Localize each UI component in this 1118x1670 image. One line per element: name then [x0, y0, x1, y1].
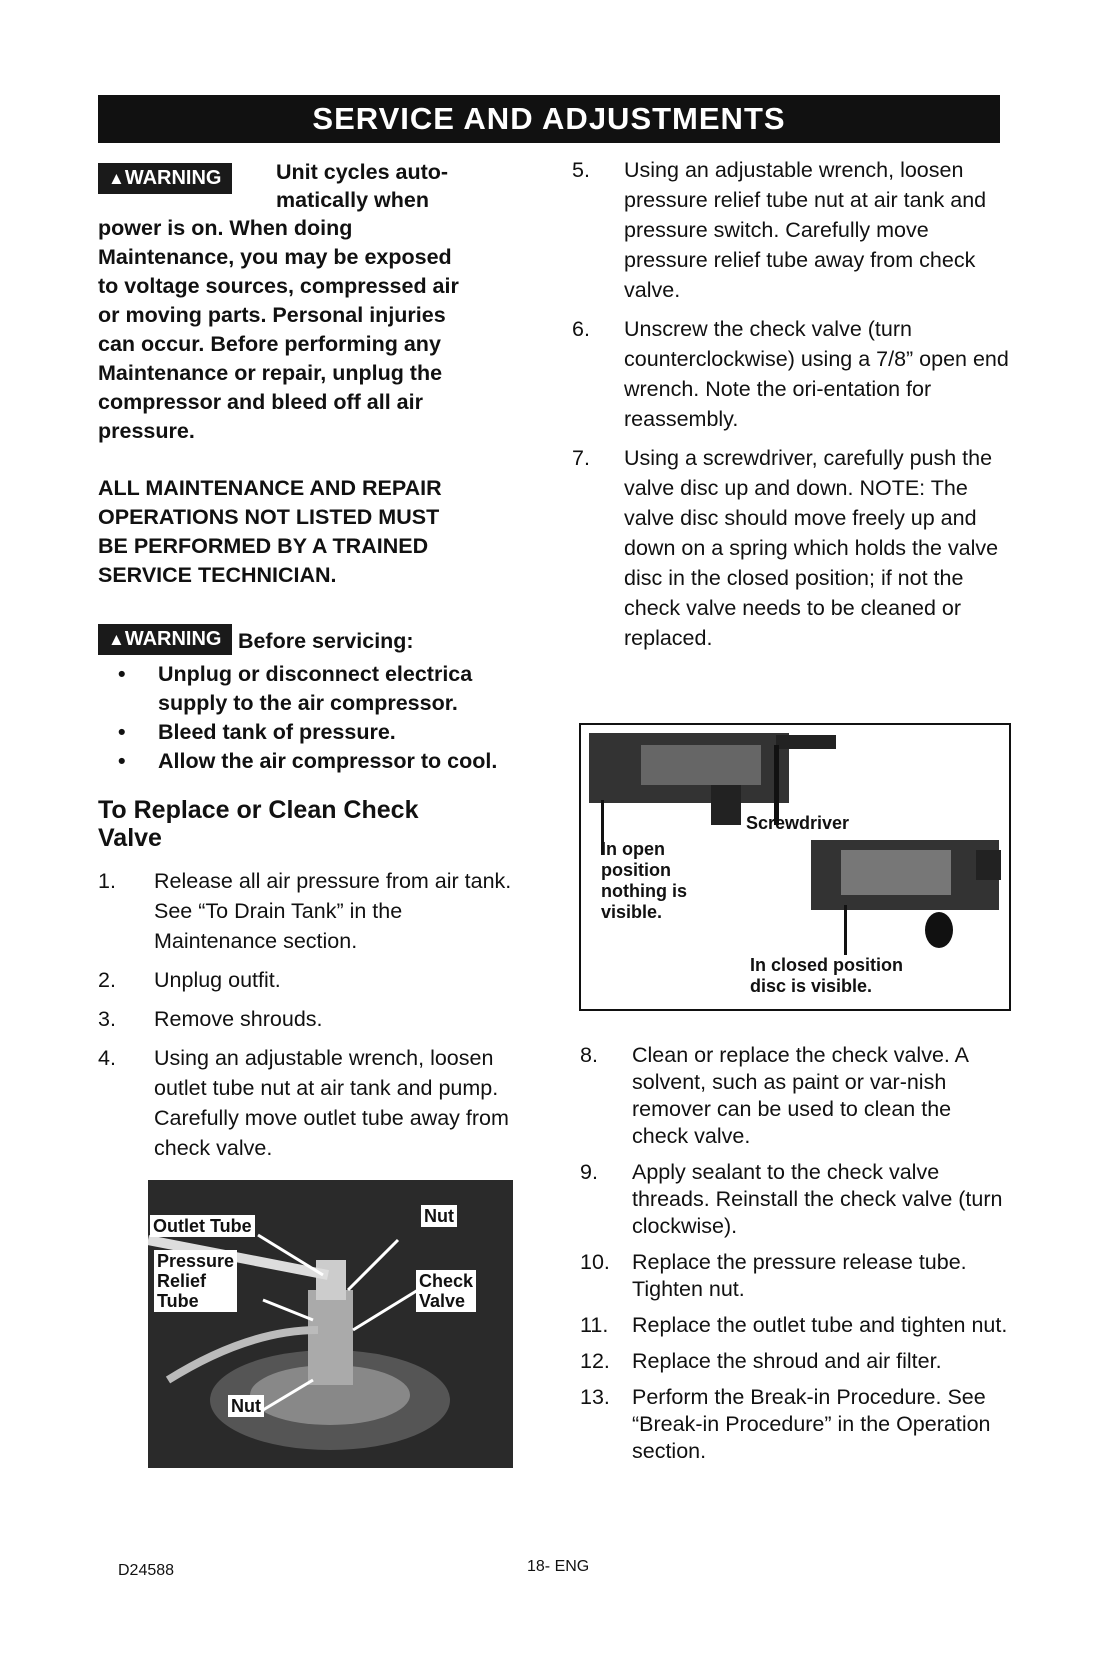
warning2-bullets	[98, 660, 528, 776]
label-nut-bottom: Nut	[228, 1395, 264, 1417]
label-outlet-tube: Outlet Tube	[150, 1215, 255, 1237]
warning1-text-line: to voltage sources, compressed air	[98, 274, 459, 298]
warning2-heading: Before servicing:	[237, 629, 414, 653]
step-item	[572, 443, 1012, 653]
warning-badge: ▲WARNING	[98, 624, 232, 655]
caption-line: position	[601, 860, 671, 880]
notice-line: OPERATIONS NOT LISTED MUST	[98, 505, 440, 529]
step-text: Clean or replace the check valve. A solvent, such as paint or var-nish remover can be used to clean the check valve.	[632, 1043, 968, 1148]
step-item	[580, 1312, 1010, 1339]
step-number: 8.	[580, 1043, 598, 1067]
page-number: 18- ENG	[527, 1558, 590, 1575]
valve-disc-figure	[579, 723, 1011, 1011]
step-item	[580, 1159, 1010, 1240]
step-number: 11.	[580, 1313, 609, 1337]
warning1-text-line: power is on. When doing	[98, 216, 353, 240]
step-number: 1.	[98, 869, 116, 893]
step-text: Unplug outfit.	[154, 968, 281, 992]
bullet-item: • Bleed tank of pressure.	[98, 718, 528, 747]
warning1-text-line: Maintenance, you may be exposed	[98, 245, 452, 269]
section-title: To Replace or Clean Check Valve	[98, 796, 419, 852]
step-item	[572, 314, 1012, 434]
step-item	[98, 965, 528, 995]
step-number: 13.	[580, 1385, 610, 1409]
warning-badge: ▲WARNING	[98, 163, 232, 194]
section-banner: SERVICE AND ADJUSTMENTS	[98, 95, 1000, 143]
step-number: 6.	[572, 317, 590, 341]
step-number: 2.	[98, 968, 116, 992]
label-line: Tube	[157, 1291, 199, 1311]
caption-line: In closed position	[750, 955, 904, 975]
right-column	[572, 155, 1012, 662]
step-item	[98, 1043, 528, 1163]
step-text: Replace the pressure release tube. Tighten nut.	[632, 1250, 967, 1301]
step-number: 12.	[580, 1349, 610, 1373]
notice-line: BE PERFORMED BY A TRAINED	[98, 534, 429, 558]
step-text: Remove shrouds.	[154, 1007, 323, 1031]
caption-line: In open	[601, 839, 665, 859]
maintenance-notice	[98, 474, 528, 590]
bullet-item: • Allow the air compressor to cool.	[98, 747, 528, 776]
right-column-b	[580, 1042, 1010, 1474]
step-text: Unscrew the check valve (turn counterclockwise) using a 7/8” open end wrench. Note the ori-entation for reassembly.	[624, 317, 1009, 431]
label-line: Relief	[157, 1271, 207, 1291]
step-number: 3.	[98, 1007, 116, 1031]
step-item	[98, 1004, 528, 1034]
caption-open-position	[601, 839, 687, 923]
warning-block-2	[98, 624, 528, 658]
document-code: D24588	[118, 1562, 175, 1579]
label-nut-top: Nut	[421, 1205, 457, 1227]
label-line: Check	[419, 1271, 474, 1291]
label-check-valve	[416, 1270, 476, 1312]
step-text: Using an adjustable wrench, loosen outlet tube nut at air tank and pump. Carefully move outlet tube away from check valve.	[154, 1046, 509, 1160]
steps-right-a	[572, 155, 1012, 653]
step-number: 4.	[98, 1046, 116, 1070]
caption-closed-position	[750, 955, 903, 997]
notice-line: SERVICE TECHNICIAN.	[98, 563, 337, 587]
step-text: Perform the Break-in Procedure. See “Break-in Procedure” in the Operation section.	[632, 1385, 991, 1463]
warning-triangle-icon: ▲	[108, 630, 125, 649]
caption-line: disc is visible.	[750, 976, 873, 996]
step-number: 10.	[580, 1250, 610, 1274]
label-screwdriver: Screwdriver	[746, 813, 850, 833]
step-text: Replace the shroud and air filter.	[632, 1349, 942, 1373]
step-text: Release all air pressure from air tank. See “To Drain Tank” in the Maintenance section.	[154, 869, 512, 953]
label-line: Valve	[419, 1291, 466, 1311]
warning1-text-line: compressor and bleed off all air	[98, 390, 423, 414]
steps-left	[98, 866, 528, 1163]
caption-line: nothing is	[601, 881, 687, 901]
step-text: Replace the outlet tube and tighten nut.	[632, 1313, 1008, 1337]
warning1-line2: matically when	[276, 188, 429, 212]
step-item	[580, 1348, 1010, 1375]
warning-triangle-icon: ▲	[108, 169, 125, 188]
step-number: 5.	[572, 158, 590, 182]
warning1-text-line: or moving parts. Personal injuries	[98, 303, 446, 327]
step-item	[580, 1042, 1010, 1150]
warning1-text-line: can occur. Before performing any	[98, 332, 441, 356]
bullet-item: • Unplug or disconnect electrica supply to the air compressor.	[98, 660, 528, 718]
step-number: 9.	[580, 1160, 598, 1184]
notice-line: ALL MAINTENANCE AND REPAIR	[98, 476, 442, 500]
step-item	[98, 866, 528, 956]
caption-line: visible.	[601, 902, 663, 922]
warning1-text-line: pressure.	[98, 419, 195, 443]
label-pressure-relief-tube	[154, 1250, 237, 1312]
step-item	[572, 155, 1012, 305]
warning1-line1: Unit cycles auto-	[276, 160, 449, 184]
steps-right-b	[580, 1042, 1010, 1465]
step-item	[580, 1384, 1010, 1465]
warning-block-1	[98, 158, 528, 214]
check-valve-photo	[148, 1180, 513, 1468]
step-text: Using a screwdriver, carefully push the valve disc up and down. NOTE: The valve disc should move freely up and down on a spring which holds the valve disc in the closed position; if not the check valve needs to be cleaned or replaced.	[624, 446, 999, 650]
step-text: Apply sealant to the check valve threads. Reinstall the check valve (turn clockwise).	[632, 1160, 1003, 1238]
label-line: Pressure	[157, 1251, 235, 1271]
left-column	[98, 158, 528, 1172]
step-number: 7.	[572, 446, 590, 470]
warning1-text	[98, 214, 528, 446]
warning1-text-line: Maintenance or repair, unplug the	[98, 361, 443, 385]
step-item	[580, 1249, 1010, 1303]
step-text: Using an adjustable wrench, loosen pressure relief tube nut at air tank and pressure switch. Carefully move pressure relief tube away from check valve.	[624, 158, 987, 302]
